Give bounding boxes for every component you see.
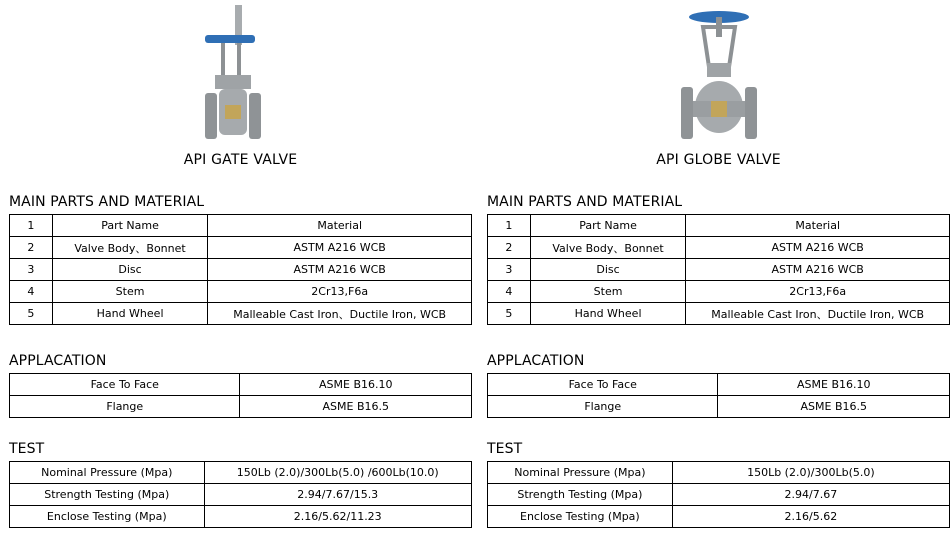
gate-parts-table [9, 214, 472, 325]
table-row: Strength Testing (Mpa) 2.94/7.67 [488, 484, 950, 506]
table-row: Enclose Testing (Mpa) 2.16/5.62 [488, 506, 950, 528]
table-row: Nominal Pressure (Mpa) 150Lb (2.0)/300Lb(5.0) /600Lb(10.0) [10, 462, 472, 484]
table-row: Strength Testing (Mpa) 2.94/7.67/15.3 [10, 484, 472, 506]
gate-parts-title: MAIN PARTS AND MATERIAL [9, 194, 205, 210]
globe-parts-table [487, 214, 950, 325]
globe-app-title: APPLACATION [487, 353, 585, 369]
table-row: 1 Part Name Material [488, 215, 950, 237]
gate-test-table [9, 461, 472, 528]
table-row: 4 Stem 2Cr13,F6a [10, 281, 472, 303]
table-row: Flange ASME B16.5 [10, 396, 472, 418]
table-row: 3 Disc ASTM A216 WCB [10, 259, 472, 281]
table-row: Nominal Pressure (Mpa) 150Lb (2.0)/300Lb(5.0) [488, 462, 950, 484]
globe-test-table [487, 461, 950, 528]
gate-test-title: TEST [9, 441, 45, 457]
globe-valve-caption: API GLOBE VALVE [656, 152, 781, 168]
table-row: 2 Valve Body、Bonnet ASTM A216 WCB [10, 237, 472, 259]
globe-test-title: TEST [487, 441, 523, 457]
table-row: 5 Hand Wheel Malleable Cast Iron、Ductile Iron, WCB [10, 303, 472, 325]
table-row: 1 Part Name Material [10, 215, 472, 237]
gate-valve-caption: API GATE VALVE [183, 152, 298, 168]
table-row: Enclose Testing (Mpa) 2.16/5.62/11.23 [10, 506, 472, 528]
table-row: Face To Face ASME B16.10 [10, 374, 472, 396]
globe-parts-title: MAIN PARTS AND MATERIAL [487, 194, 683, 210]
table-row: 2 Valve Body、Bonnet ASTM A216 WCB [488, 237, 950, 259]
gate-valve-image [201, 5, 279, 145]
globe-valve-image [679, 5, 759, 145]
globe-app-table [487, 373, 950, 418]
table-row: Flange ASME B16.5 [488, 396, 950, 418]
table-row: Face To Face ASME B16.10 [488, 374, 950, 396]
table-row: 3 Disc ASTM A216 WCB [488, 259, 950, 281]
table-row: 4 Stem 2Cr13,F6a [488, 281, 950, 303]
gate-app-table [9, 373, 472, 418]
gate-app-title: APPLACATION [9, 353, 107, 369]
table-row: 5 Hand Wheel Malleable Cast Iron、Ductile Iron, WCB [488, 303, 950, 325]
